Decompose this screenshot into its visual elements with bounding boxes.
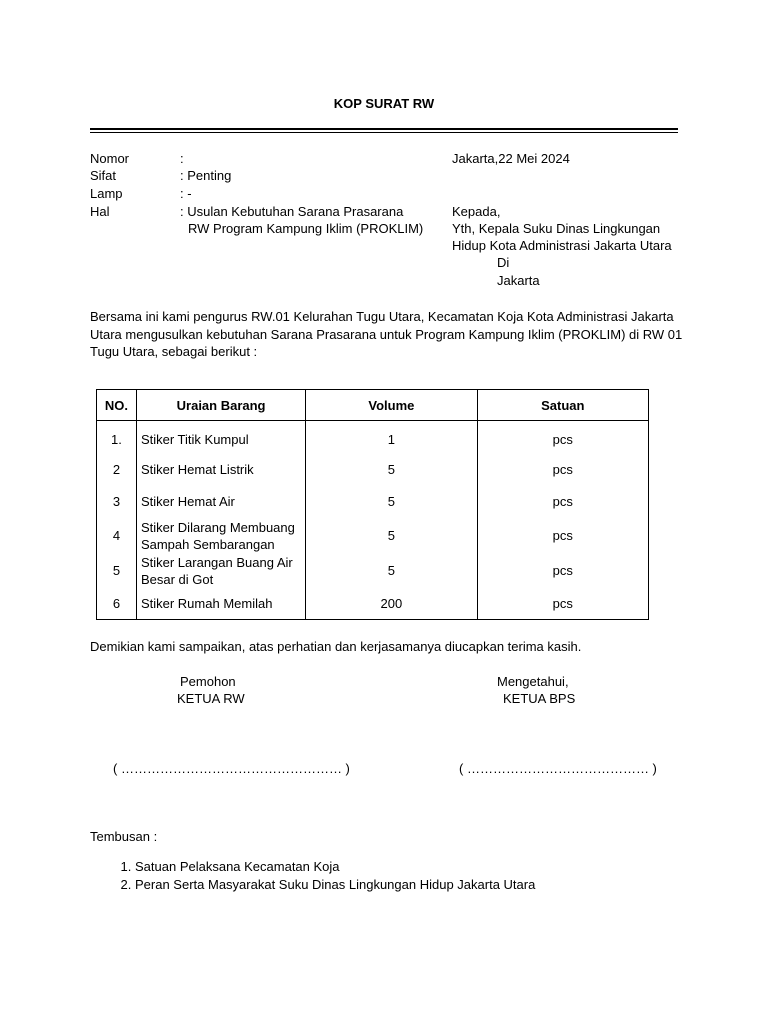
row-item xyxy=(136,421,305,454)
row-unit: pcs xyxy=(477,554,648,588)
table-row xyxy=(97,454,649,486)
row-item xyxy=(136,588,305,620)
row-no: 6 xyxy=(97,588,137,620)
row-no: 4 xyxy=(97,518,137,554)
hal-label: Hal xyxy=(90,204,110,219)
row-volume: 5 xyxy=(306,486,477,518)
right-signer-role: Mengetahui, xyxy=(497,674,569,689)
header-no: NO. xyxy=(97,390,137,421)
recipient-line2: Yth, Kepala Suku Dinas Lingkungan xyxy=(452,221,661,236)
table-row xyxy=(97,554,649,588)
sifat-label: Sifat xyxy=(90,168,117,183)
row-item xyxy=(136,486,305,518)
row-volume: 5 xyxy=(306,518,477,554)
left-signer-title: KETUA RW xyxy=(177,691,245,706)
list-item: 2. Peran Serta Masyarakat Suku Dinas Lingkungan Hidup Jakarta Utara xyxy=(135,876,535,894)
row-volume: 5 xyxy=(306,554,477,588)
row-item xyxy=(136,454,305,486)
left-signer-role: Pemohon xyxy=(180,674,236,689)
lamp-label: Lamp xyxy=(90,186,123,201)
row-no: 5 xyxy=(97,554,137,588)
letterhead-title: KOP SURAT RW xyxy=(333,96,435,111)
header-rule-thick xyxy=(90,128,678,130)
cc-list xyxy=(90,858,535,894)
table-row xyxy=(97,518,649,554)
row-unit: pcs xyxy=(477,421,648,454)
intro-paragraph: Bersama ini kami pengurus RW.01 Kelurahan Tugu Utara, Kecamatan Koja Kota Administrasi Jakarta Utara mengusulkan kebutuhan Sarana Prasarana untuk Program Kampung Iklim (PROKLIM) di RW 01 Tugu Utara, sebagai berikut : xyxy=(90,309,683,359)
row-unit: pcs xyxy=(477,518,648,554)
row-no: 3 xyxy=(97,486,137,518)
row-item-line1: Stiker Dilarang Membuang xyxy=(140,519,295,535)
row-unit: pcs xyxy=(477,486,648,518)
row-item-line1: Stiker Larangan Buang Air xyxy=(140,554,293,570)
table-row xyxy=(97,588,649,620)
header-unit: Satuan xyxy=(477,390,648,421)
letter-date: Jakarta,22 Mei 2024 xyxy=(452,151,570,166)
list-item: 1. Satuan Pelaksana Kecamatan Koja xyxy=(135,858,535,876)
left-signature-blank: ( …………………………………………… ) xyxy=(113,761,350,776)
recipient-line5: Jakarta xyxy=(497,273,540,288)
right-signer-title: KETUA BPS xyxy=(503,691,576,706)
row-item-line2: Sampah Sembarangan xyxy=(140,536,275,552)
lamp-value: : - xyxy=(180,186,192,201)
recipient-line3: Hidup Kota Administrasi Jakarta Utara xyxy=(452,238,672,253)
row-volume: 5 xyxy=(306,454,477,486)
right-signature-blank: ( …………………………………… ) xyxy=(459,761,657,776)
row-item-line1: Stiker Hemat Air xyxy=(140,494,235,509)
header-rule-thin xyxy=(90,132,678,133)
closing-sentence: Demikian kami sampaikan, atas perhatian dan kerjasamanya diucapkan terima kasih. xyxy=(90,639,582,654)
recipient-line1: Kepada, xyxy=(452,204,501,219)
table-header-row xyxy=(97,390,649,421)
sifat-value: : Penting xyxy=(180,168,232,183)
row-item-line1: Stiker Rumah Memilah xyxy=(140,595,273,611)
items-table xyxy=(96,389,649,620)
cc-label: Tembusan : xyxy=(90,829,158,844)
row-volume: 200 xyxy=(306,588,477,620)
row-item xyxy=(136,518,305,554)
row-no: 2 xyxy=(97,454,137,486)
hal-value-line1: : Usulan Kebutuhan Sarana Prasarana xyxy=(180,204,404,219)
hal-value-line2: RW Program Kampung Iklim (PROKLIM) xyxy=(188,221,424,236)
row-volume: 1 xyxy=(306,421,477,454)
nomor-value: : xyxy=(180,151,184,166)
row-no: 1. xyxy=(97,421,137,454)
header-item: Uraian Barang xyxy=(136,390,305,421)
header-volume: Volume xyxy=(306,390,477,421)
table-row xyxy=(97,486,649,518)
table-row xyxy=(97,421,649,454)
row-item-line2: Besar di Got xyxy=(140,571,214,587)
row-item-line1: Stiker Hemat Listrik xyxy=(140,462,254,477)
row-item xyxy=(136,554,305,588)
row-item-line1: Stiker Titik Kumpul xyxy=(140,431,249,447)
nomor-label: Nomor xyxy=(90,151,130,166)
row-unit: pcs xyxy=(477,454,648,486)
recipient-line4: Di xyxy=(497,255,510,270)
row-unit: pcs xyxy=(477,588,648,620)
